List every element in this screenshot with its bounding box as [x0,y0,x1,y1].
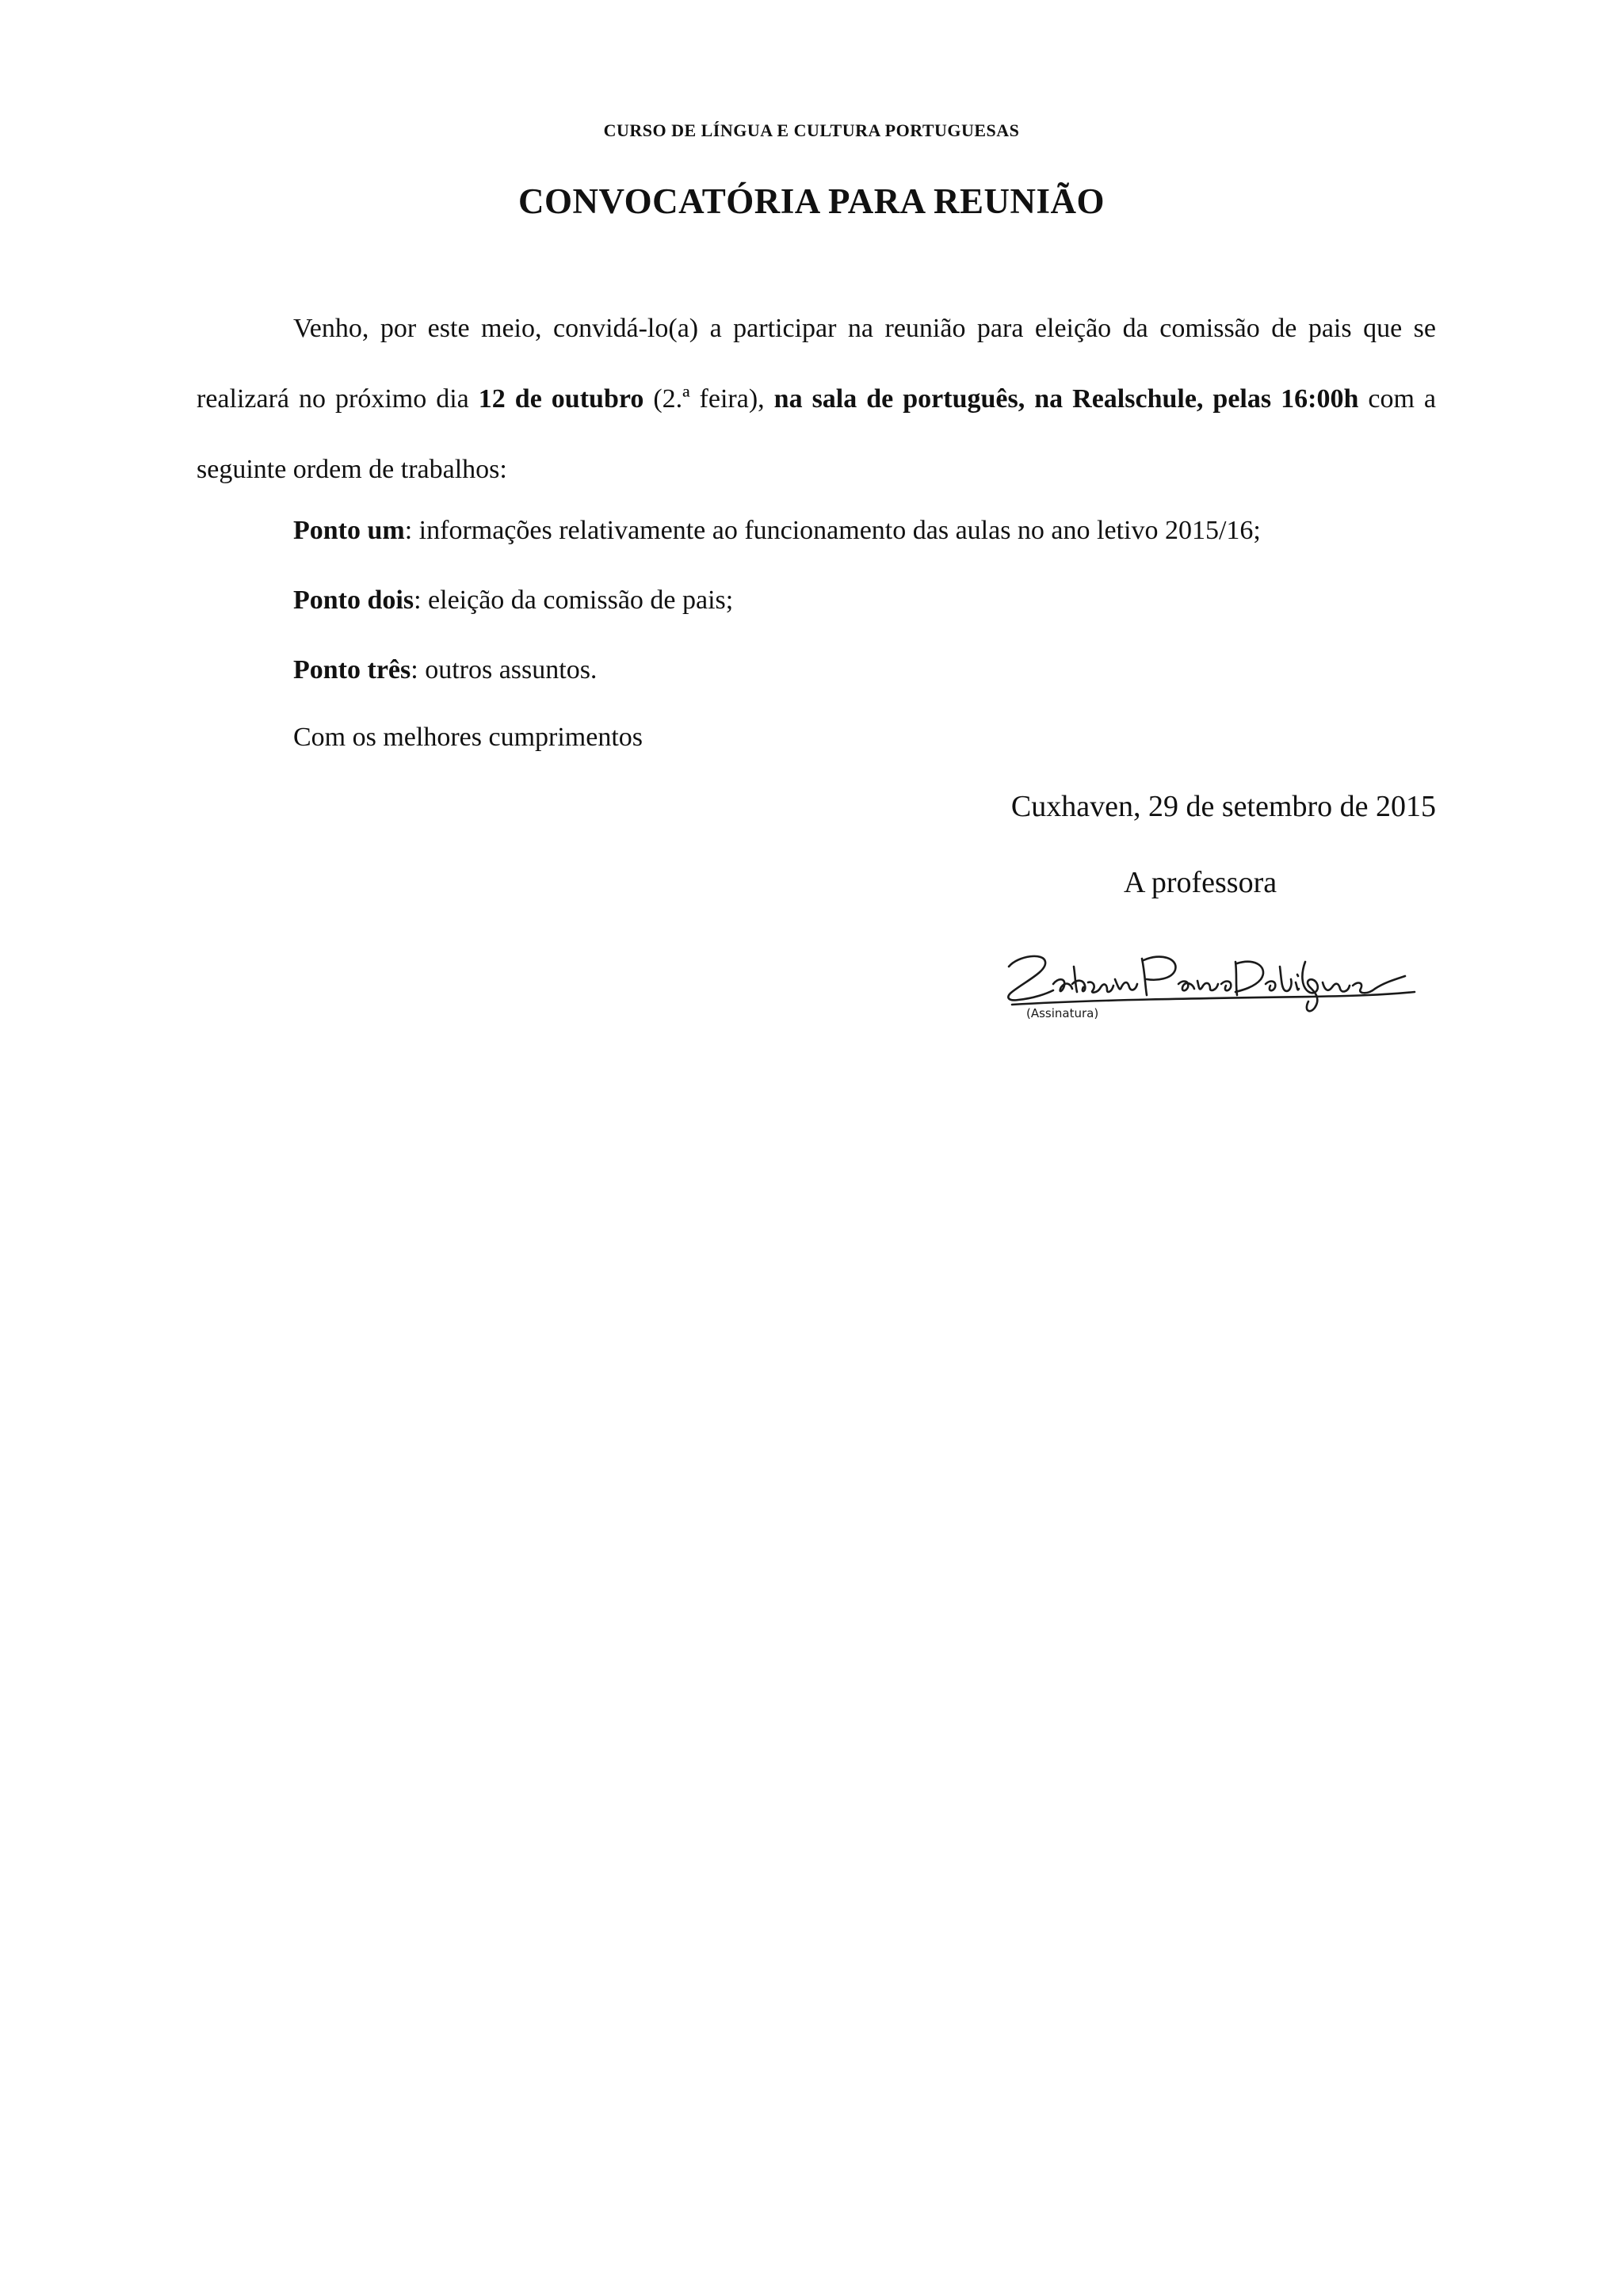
organization-header: CURSO DE LÍNGUA E CULTURA PORTUGUESAS [603,120,1020,140]
agenda-item [293,515,1261,547]
signer-role: A professora [1124,866,1277,899]
agenda-item-label: Ponto três [293,655,411,685]
meeting-location-time: na sala de português, na Realschule, pelas 16:00h [773,384,1359,414]
agenda-item-text: : outros assuntos. [411,655,598,685]
document-title: CONVOCATÓRIA PARA REUNIÃO [518,181,1105,221]
intro-text-3: com a seguinte ordem de trabalhos: [197,384,1437,484]
agenda-item-text: : informações relativamente ao funcionamento das aulas no ano letivo 2015/16; [404,516,1261,545]
agenda-item [293,654,597,686]
invitation-paragraph [197,293,1436,505]
agenda-item-label: Ponto um [293,516,405,545]
intro-text-2: (2.ª feira), [643,384,774,414]
agenda-item-text: : eleição da comissão de pais; [414,585,734,615]
meeting-date: 12 de outubro [478,384,644,414]
handwritten-signature [995,935,1423,1022]
place-and-date: Cuxhaven, 29 de setembro de 2015 [1010,790,1436,823]
closing-salutation: Com os melhores cumprimentos [293,723,643,752]
agenda-item-label: Ponto dois [293,585,414,615]
signature-caption: (Assinatura) [1026,1006,1099,1020]
intro-text-1: Venho, por este meio, convidá-lo(a) a participar na reunião para eleição da comissão de pais que se realizará no próximo dia [197,314,1436,414]
agenda-item [293,585,733,616]
